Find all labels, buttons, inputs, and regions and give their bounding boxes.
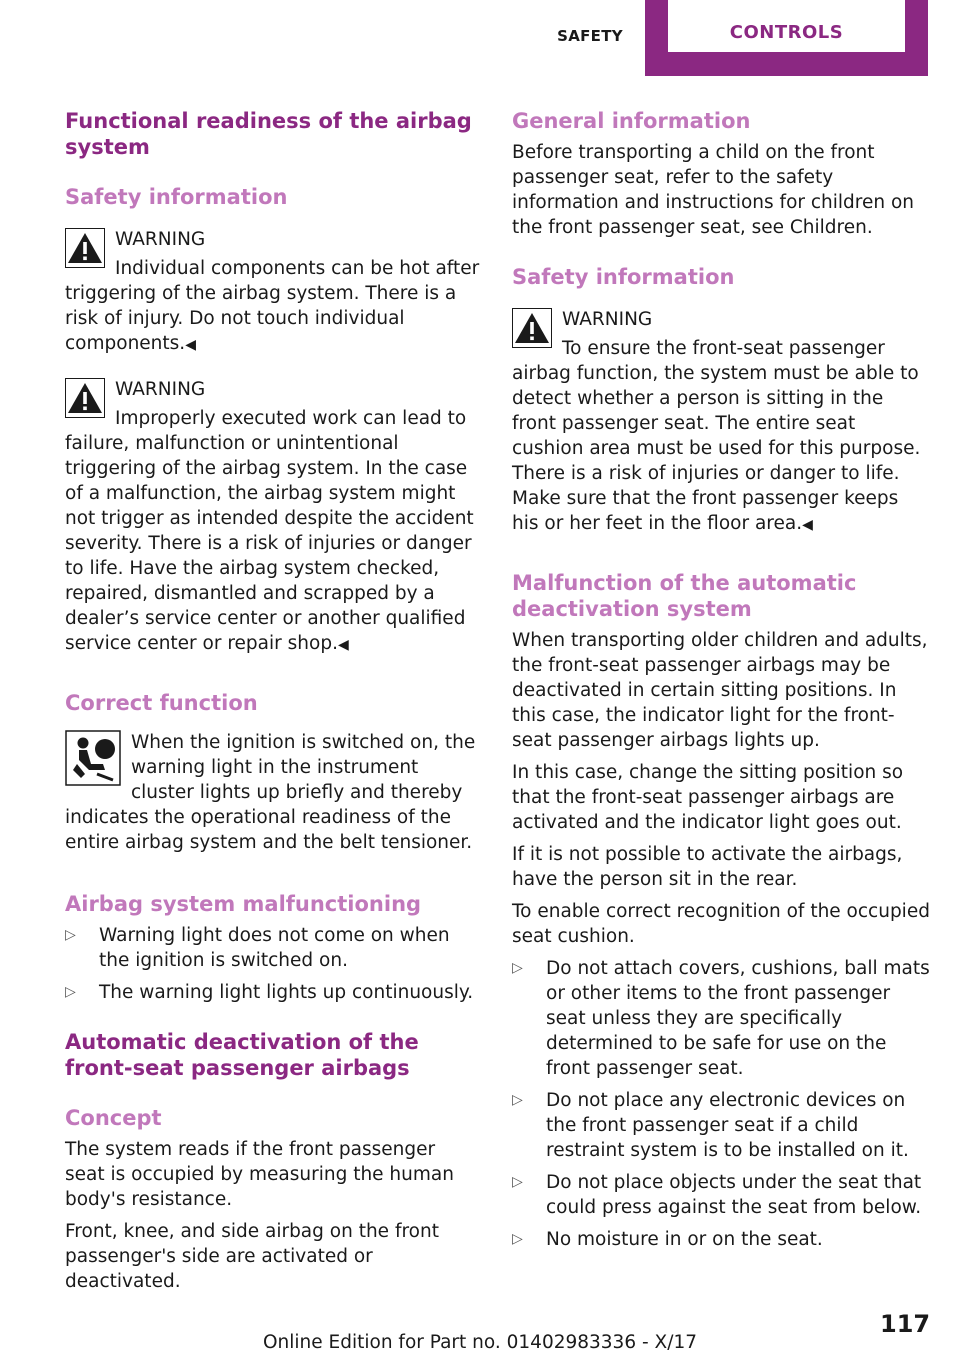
heading-airbag-malfunctioning: Airbag system malfunctioning <box>65 892 422 916</box>
list-item: ▷ Warning light does not come on when the ignition is switched on. <box>65 925 450 971</box>
concept-paragraph-1: The system reads if the front passenger seat is occupied by measuring the human body's resistance. <box>65 1139 454 1210</box>
general-information-text: Before transporting a child on the front passenger seat, refer to the safety information and instructions for children on the front passenger seat, see Children. <box>512 142 915 238</box>
heading-concept: Concept <box>65 1106 162 1130</box>
airbag-warning-light-icon <box>65 730 121 786</box>
warning-title: WARNING <box>115 229 206 250</box>
seat-rules-list <box>512 956 930 1252</box>
concept-paragraph-2: Front, knee, and side airbag on the front passenger's side are activated or deactivated. <box>65 1221 439 1292</box>
bullet-triangle-icon: ▷ <box>512 960 523 976</box>
page-number: 117 <box>880 1310 931 1338</box>
list-item: ▷ Do not place any electronic devices on the front passenger seat if a child restraint system is to be installed on it. <box>512 1090 909 1161</box>
header-tab-bar <box>645 0 928 76</box>
bullet-triangle-icon: ▷ <box>65 984 76 1000</box>
warning-text: To ensure the front-seat passenger airbag function, the system must be able to detect whether a person is sitting in the front passenger seat. The entire seat cushion area must be used for this purpose. There is a risk of injuries or danger to life. Make sure that the front passenger keeps his or her feet in the floor area. <box>512 338 921 534</box>
warning-block-seat-detection <box>512 304 930 538</box>
warning-title: WARNING <box>115 379 206 400</box>
warning-text: Individual components can be hot after triggering of the airbag system. There is a risk of injury. Do not touch individual components. <box>65 258 480 354</box>
malfunction-list <box>65 923 480 1005</box>
heading-automatic-deactivation: Automatic deactivation of the front-seat passenger airbags <box>65 1030 419 1080</box>
warning-text: Improperly executed work can lead to failure, malfunction or unintentional triggering of the airbag system. In the case of a malfunction, the airbag system might not trigger as intended despite the accident severity. There is a risk of injuries or danger to life. Have the airbag system checked, repaired, dismantled and scrapped by a dealer’s service center or another qualified service center or repair shop. <box>65 408 474 654</box>
end-mark: ◀ <box>185 337 196 353</box>
warning-triangle-icon <box>512 308 552 348</box>
list-item: ▷ The warning light lights up continuously. <box>65 982 474 1003</box>
header-tab-controls[interactable]: CONTROLS <box>668 0 905 52</box>
end-mark: ◀ <box>802 517 813 533</box>
heading-airbag-readiness: Functional readiness of the airbag system <box>65 109 472 159</box>
footer-edition: Online Edition for Part no. 01402983336 - X/17 <box>262 1332 697 1353</box>
heading-correct-function: Correct function <box>65 691 258 715</box>
warning-triangle-icon <box>65 378 105 418</box>
warning-triangle-icon <box>65 228 105 268</box>
heading-general-information: General information <box>512 109 751 133</box>
heading-malfunction-automatic-deactivation: Malfunction of the automatic deactivation system <box>512 571 857 621</box>
header-section-label: SAFETY <box>557 27 623 45</box>
list-item: ▷ Do not place objects under the seat that could press against the seat from below. <box>512 1172 922 1218</box>
warning-block-improper-work <box>65 374 480 658</box>
paragraph-correct-recognition: To enable correct recognition of the occupied seat cushion. <box>512 901 930 947</box>
end-mark: ◀ <box>337 637 349 653</box>
bullet-triangle-icon: ▷ <box>512 1174 523 1190</box>
correct-function-block <box>65 730 480 855</box>
list-item: ▷ Do not attach covers, cushions, ball mats or other items to the front passenger seat unless they are specifically determined to be safe for use on the front passenger seat. <box>512 958 930 1079</box>
left-column <box>65 108 480 1294</box>
bullet-triangle-icon: ▷ <box>512 1231 523 1247</box>
paragraph-older-children: When transporting older children and adults, the front-seat passenger airbags may be deactivated in certain sitting positions. In this case, the indicator light for the front-seat passenger airbags lights up. <box>512 630 928 751</box>
heading-safety-information: Safety information <box>512 265 735 289</box>
bullet-triangle-icon: ▷ <box>65 927 76 943</box>
correct-function-text: When the ignition is switched on, the warning light in the instrument cluster lights up briefly and thereby indicates the operational readiness of the entire airbag system and the belt tensioner. <box>65 732 476 853</box>
heading-safety-information: Safety information <box>65 185 288 209</box>
bullet-triangle-icon: ▷ <box>512 1092 523 1108</box>
list-item: ▷ No moisture in or on the seat. <box>512 1229 823 1250</box>
paragraph-sit-in-rear: If it is not possible to activate the airbags, have the person sit in the rear. <box>512 844 903 890</box>
paragraph-change-position: In this case, change the sitting position so that the front-seat passenger airbags are activated and the indicator light goes out. <box>512 762 904 833</box>
warning-block-hot-components <box>65 224 480 358</box>
warning-title: WARNING <box>562 309 653 330</box>
right-column <box>512 108 930 1252</box>
